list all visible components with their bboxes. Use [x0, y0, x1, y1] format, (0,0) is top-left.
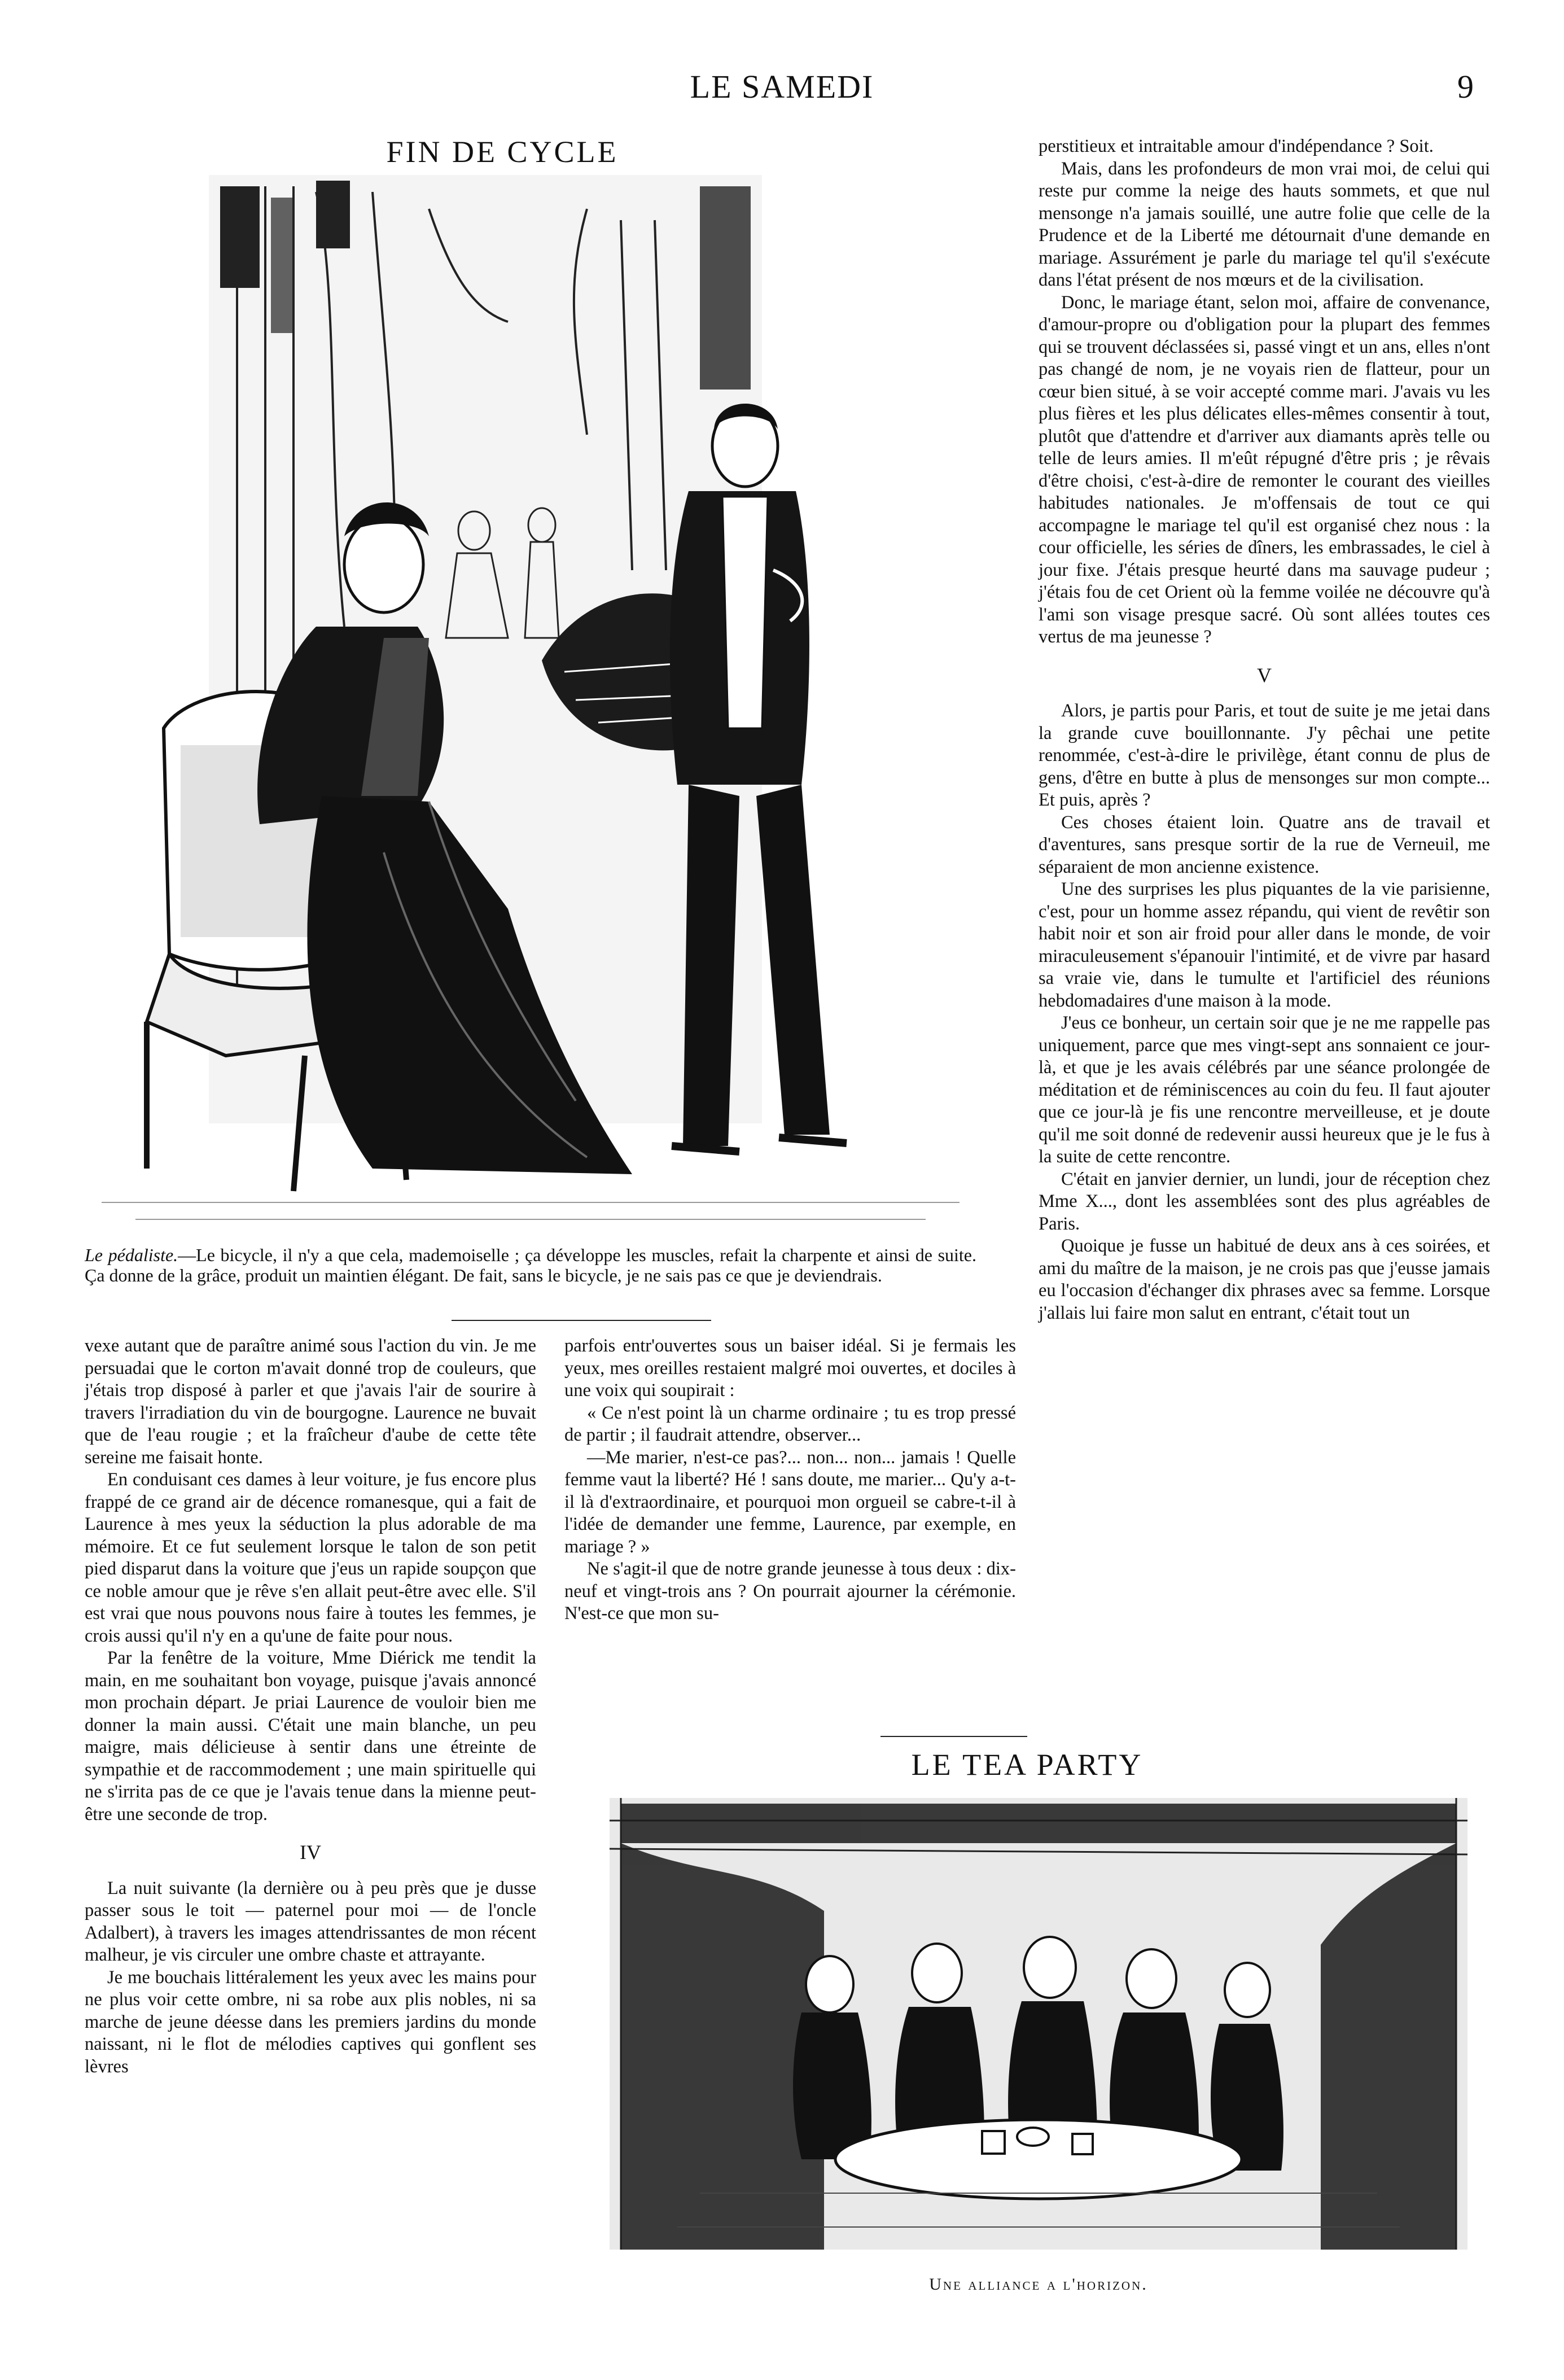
paragraph: J'eus ce bonheur, un certain soir que je ne me rappelle pas uniquement, parce que mes vingt-sept ans sonnaient ce jour-là, et que je les avais célébrés par une séance prolongée de méditation et de réminiscences au coin du feu. Il faut ajouter que ce jour-là je fis une rencontre merveilleuse, et je doute qu'il me soit donné de redevenir aussi heureux que je le fus à la suite de cette rencontre. [1039, 1013, 1490, 1167]
column-left [85, 1335, 536, 2078]
section-heading-iv: IV [300, 1841, 321, 1863]
paragraph: Une des surprises les plus piquantes de la vie parisienne, c'est, pour un homme assez répandu, qui vient de revêtir son habit noir et son air froid pour aller dans le monde, de voir miraculeusement s'épanouir l'intimité, et de vivre par hasard sa vraie vie, dans le tumulte et l'artificiel des réunions hebdomadaires d'une maison à la mode. [1039, 879, 1490, 1011]
tea-party-title: LE TEA PARTY [911, 1748, 1144, 1782]
paragraph: C'était en janvier dernier, un lundi, jour de réception chez Mme X..., dont les assemblées sont des plus agréables de Paris. [1039, 1169, 1490, 1234]
illustration-tea-party [587, 1798, 1490, 2261]
paragraph: Ne s'agit-il que de notre grande jeunesse à tous deux : dix-neuf et vingt-trois ans ? On pourrait ajourner la cérémonie. N'est-ce que mon su- [564, 1559, 1016, 1624]
section-divider [880, 1736, 1027, 1737]
newspaper-title: LE SAMEDI [690, 68, 874, 105]
paragraph: parfois entr'ouvertes sous un baiser idéal. Si je fermais les yeux, mes oreilles restaient malgré moi ouvertes, et dociles à une voix qui soupirait : [564, 1336, 1016, 1401]
section-heading-v: V [1257, 663, 1272, 686]
column-right [1039, 135, 1490, 1324]
paragraph: Quoique je fusse un habitué de deux ans à ces soirées, et ami du maître de la maison, je ne crois pas que j'eusse jamais eu l'occasion d'échanger dix phrases avec sa femme. Lorsque j'allais lui faire mon salut en entrant, c'était tout un [1039, 1236, 1490, 1323]
tea-party-caption: Une alliance a l'horizon. [929, 2275, 1148, 2294]
page-number: 9 [1457, 68, 1474, 105]
column-middle [564, 1335, 1016, 1625]
paragraph: —Me marier, n'est-ce pas?... non... non... jamais ! Quelle femme vaut la liberté? Hé ! sans doute, me marier... Qu'y a-t-il là d'extraordinaire, et pourquoi mon orgueil se cabre-t-il à l'idée de demander une femme, Laurence, par exemple, en mariage ? » [564, 1447, 1016, 1557]
paragraph: Donc, le mariage étant, selon moi, affaire de convenance, d'amour-propre ou d'obligation pour la plupart des femmes qui se trouvent déclassées si, passé vingt et un ans, elles n'ont pas changé de nom, je ne voyais rien de flatteur, pour un cœur bien situé, à se voir accepté comme mari. J'avais vu les plus fières et les plus délicates elles-mêmes consentir à tout, plutôt que d'attendre et d'arriver aux diamants après telle ou telle de leurs amies. Il m'eût répugné d'être pris ; je rêvais d'être choisi, c'est-à-dire de remonter le courant des vieilles habitudes nationales. Je m'offensais de tout ce qui accompagne le mariage tel qu'il est organisé chez nous : la cour officielle, les séries de dîners, les embrassades, le ciel à jour fixe. J'étais presque heurté dans ma sauvage pudeur ; j'étais fou de cet Orient où la femme voilée ne découvre qu'à l'ami son visage presque sacré. Où sont allées toutes ces vertus de ma jeunesse ? [1039, 292, 1490, 647]
paragraph: Ces choses étaient loin. Quatre ans de travail et d'aventures, sans presque sortir de la rue de Verneuil, me séparaient de mon ancienne existence. [1039, 812, 1490, 877]
caption-lead: Le pédaliste. [85, 1245, 178, 1265]
paragraph: En conduisant ces dames à leur voiture, je fus encore plus frappé de ce grand air de décence romanesque, qui a fait de Laurence à mes yeux la séduction la plus adorable de ma mémoire. Et ce fut seulement lorsque le talon de son petit pied disparut dans la voiture que j'eus un rapide soupçon que ce noble amour que je rêve s'en allait peut-être avec elle. S'il est vrai que nous pouvons nous faire à toutes les femmes, je crois aussi qu'il n'y en a qu'une de faite pour nous. [85, 1469, 536, 1646]
paragraph: La nuit suivante (la dernière ou à peu près que je dusse passer sous le toit — paternel pour moi — de l'oncle Adalbert), à travers les images attendrissantes de mon récent malheur, je vis circuler une ombre chaste et attrayante. [85, 1878, 536, 1965]
paragraph: Par la fenêtre de la voiture, Mme Diérick me tendit la main, en me souhaitant bon voyage, puisque j'avais annoncé mon prochain départ. Je priai Laurence de vouloir bien me donner la main aussi. C'était une main blanche, un peu maigre, mais délicieuse à sentir dans une étreinte de sympathie et de raccommodement ; une main spirituelle qui ne s'irrita pas de ce que je l'avais tenue dans la mienne peut-être une seconde de trop. [85, 1648, 536, 1825]
story-title: FIN DE CYCLE [386, 135, 619, 169]
paragraph: Mais, dans les profondeurs de mon vrai moi, de celui qui reste pur comme la neige des hauts sommets, et que nul mensonge n'a jamais souillé, une autre folie que celle de la Prudence et de la Liberté me détournait d'une demande en mariage. Assurément je parle du mariage tel qu'il s'exécute dans l'état présent de nos mœurs et de la civilisation. [1039, 158, 1490, 290]
paragraph: perstitieux et intraitable amour d'indépendance ? Soit. [1039, 136, 1434, 156]
paragraph: « Ce n'est point là un charme ordinaire ; tu es trop pressé de partir ; il faudrait attendre, observer... [564, 1402, 1016, 1445]
paragraph: Alors, je partis pour Paris, et tout de suite je me jetai dans la grande cuve bouillonnante. J'y pêchai une petite renommée, c'est-à-dire le privilège, étant connu de plus de gens, d'être en butte à plus de mensonges sur mon compte... Et puis, après ? [1039, 701, 1490, 810]
paragraph: Je me bouchais littéralement les yeux avec les mains pour ne plus voir cette ombre, ni sa robe aux plis nobles, ni sa marche de jeune déesse dans les premiers jardins du monde naissant, ni le flot de mélodies captives qui gonflent ses lèvres [85, 1967, 536, 2077]
paragraph: vexe autant que de paraître animé sous l'action du vin. Je me persuadai que le corton m'avait donné trop de couleurs, que j'étais trop disposé à parler et que j'avais l'air de sourire à travers l'irradiation du vin de bourgogne. Laurence ne buvait que de l'eau rougie ; et la fraîcheur d'aube de cette tête sereine me faisait honte. [85, 1336, 536, 1468]
caption-text: —Le bicycle, il n'y a que cela, mademoiselle ; ça développe les muscles, refait la charpente et ainsi de suite. Ça donne de la grâce, produit un maintien élégant. De fait, sans le bicycle, je ne sais pas ce que je deviendrais. [85, 1245, 977, 1285]
caption-divider [452, 1320, 711, 1321]
illustration-caption [85, 1245, 976, 1285]
illustration-pedaliste [79, 175, 971, 1236]
